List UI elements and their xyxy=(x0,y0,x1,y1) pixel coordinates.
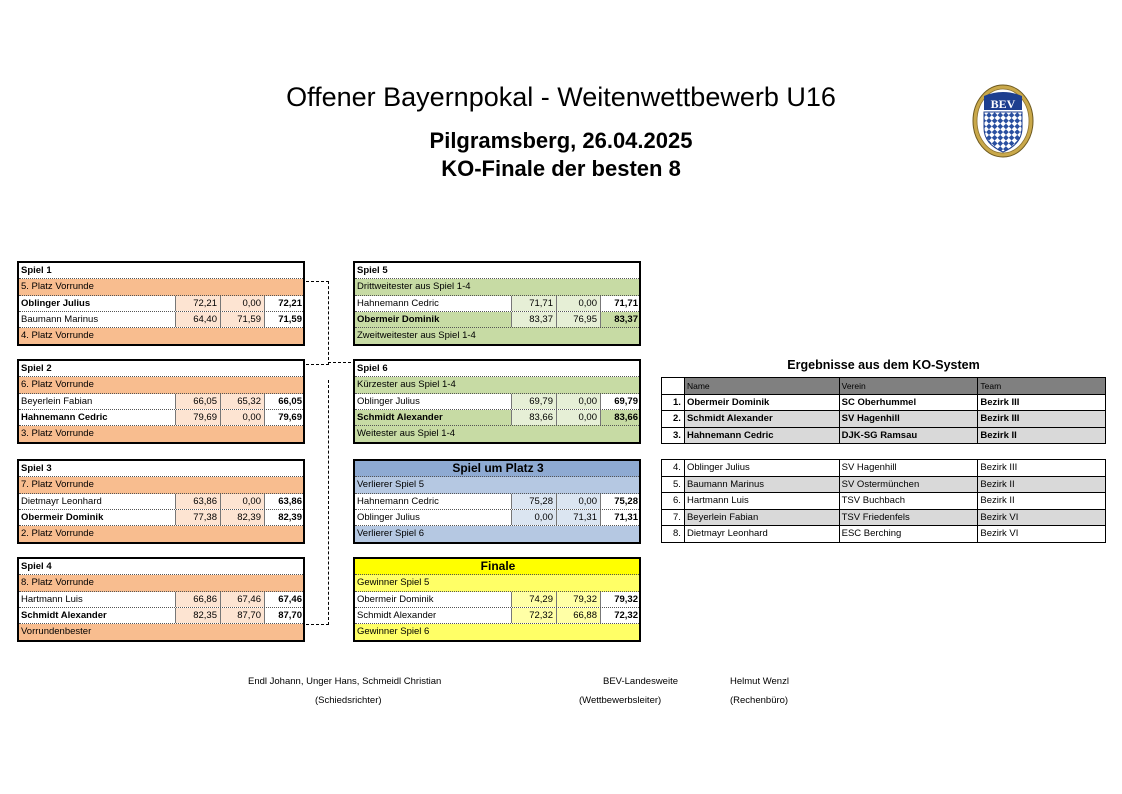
game-title: Spiel 3 xyxy=(19,461,303,477)
slot-label: 2. Platz Vorrunde xyxy=(19,526,303,542)
game-title: Spiel um Platz 3 xyxy=(355,461,639,477)
verein: DJK-SG Ramsau xyxy=(839,427,978,444)
table-row xyxy=(662,394,1106,411)
player-name: Schmidt Alexander xyxy=(357,609,437,621)
referees-names: Endl Johann, Unger Hans, Schmeidl Christian xyxy=(248,676,442,687)
team: Bezirk VI xyxy=(978,509,1106,526)
attempt-1: 83,37 xyxy=(511,312,556,327)
game-platz-3 xyxy=(353,459,641,544)
attempt-2: 65,32 xyxy=(220,394,264,409)
game-title: Spiel 6 xyxy=(355,361,639,377)
team: Bezirk II xyxy=(978,493,1106,510)
player-name: Hahnemann Cedric xyxy=(357,495,439,507)
verein: TSV Buchbach xyxy=(839,493,978,510)
team: Bezirk III xyxy=(978,411,1106,428)
col-name: Name xyxy=(684,378,839,395)
player-name: Obermeir Dominik xyxy=(357,593,434,605)
rank: 1. xyxy=(662,394,685,411)
attempt-1: 66,86 xyxy=(175,592,220,607)
player-name: Obermeir Dominik xyxy=(357,313,440,325)
table-row xyxy=(662,509,1106,526)
verein: ESC Berching xyxy=(839,526,978,543)
player-name: Hartmann Luis xyxy=(21,593,83,605)
player-name: Oblinger Julius xyxy=(357,395,420,407)
col-verein: Verein xyxy=(839,378,978,395)
player-name: Hahnemann Cedric xyxy=(21,411,108,423)
player-name: Hahnemann Cedric xyxy=(357,297,439,309)
best-result: 72,32 xyxy=(600,608,641,623)
slot-label: Gewinner Spiel 6 xyxy=(355,624,639,640)
verein: SV Hagenhill xyxy=(839,411,978,428)
best-result: 71,71 xyxy=(600,296,641,311)
attempt-1: 79,69 xyxy=(175,410,220,425)
slot-label: Vorrundenbester xyxy=(19,624,303,640)
game-title: Spiel 4 xyxy=(19,559,303,575)
slot-label: Drittweitester aus Spiel 1-4 xyxy=(355,279,639,295)
slot-label: 7. Platz Vorrunde xyxy=(19,477,303,493)
slot-label: Verlierer Spiel 6 xyxy=(355,526,639,542)
player-name: Oblinger Julius xyxy=(21,297,91,309)
results-table-top xyxy=(661,377,1106,444)
place-date: Pilgramsberg, 26.04.2025 xyxy=(429,128,693,153)
team: Bezirk VI xyxy=(978,526,1106,543)
game-spiel-4 xyxy=(17,557,305,642)
player-row xyxy=(19,608,303,624)
player-row xyxy=(19,510,303,526)
player-row xyxy=(355,608,639,624)
player-row xyxy=(355,410,639,426)
slot-label: Kürzester aus Spiel 1-4 xyxy=(355,377,639,393)
attempt-2: 66,88 xyxy=(556,608,600,623)
table-row xyxy=(662,427,1106,444)
rank: 7. xyxy=(662,509,685,526)
player-row xyxy=(19,394,303,410)
attempt-1: 0,00 xyxy=(511,510,556,525)
bracket-connector xyxy=(306,380,329,625)
table-row xyxy=(662,526,1106,543)
verein: TSV Friedenfels xyxy=(839,509,978,526)
rank: 6. xyxy=(662,493,685,510)
attempt-1: 72,21 xyxy=(175,296,220,311)
table-row xyxy=(662,493,1106,510)
best-result: 79,69 xyxy=(264,410,305,425)
slot-label: Zweitweitester aus Spiel 1-4 xyxy=(355,328,639,344)
bev-logo xyxy=(972,84,1034,158)
leader-role: (Wettbewerbsleiter) xyxy=(579,695,662,706)
verein: SV Ostermünchen xyxy=(839,476,978,493)
player-row xyxy=(355,494,639,510)
player-name: Schmidt Alexander xyxy=(357,411,443,423)
attempt-1: 63,86 xyxy=(175,494,220,509)
bracket-connector xyxy=(328,362,351,363)
player-row xyxy=(19,296,303,312)
best-result: 66,05 xyxy=(264,394,305,409)
logo-lettering: BEV xyxy=(990,97,1016,111)
game-spiel-2 xyxy=(17,359,305,444)
best-result: 87,70 xyxy=(264,608,305,623)
player-name: Dietmayr Leonhard xyxy=(21,495,102,507)
table-row xyxy=(662,476,1106,493)
player-row xyxy=(355,296,639,312)
attempt-2: 79,32 xyxy=(556,592,600,607)
game-finale xyxy=(353,557,641,642)
best-result: 71,59 xyxy=(264,312,305,327)
game-title: Finale xyxy=(355,559,639,575)
name: Dietmayr Leonhard xyxy=(684,526,839,543)
attempt-2: 0,00 xyxy=(556,296,600,311)
game-title: Spiel 1 xyxy=(19,263,303,279)
attempt-2: 0,00 xyxy=(556,394,600,409)
results-table-bottom xyxy=(661,459,1106,543)
name: Baumann Marinus xyxy=(684,476,839,493)
game-title: Spiel 2 xyxy=(19,361,303,377)
player-name: Baumann Marinus xyxy=(21,313,99,325)
attempt-1: 64,40 xyxy=(175,312,220,327)
player-row xyxy=(355,394,639,410)
team: Bezirk III xyxy=(978,394,1106,411)
slot-label: Weitester aus Spiel 1-4 xyxy=(355,426,639,442)
table-row xyxy=(662,460,1106,477)
name: Hahnemann Cedric xyxy=(684,427,839,444)
attempt-2: 82,39 xyxy=(220,510,264,525)
best-result: 83,66 xyxy=(600,410,641,425)
attempt-1: 69,79 xyxy=(511,394,556,409)
player-row xyxy=(355,592,639,608)
attempt-1: 82,35 xyxy=(175,608,220,623)
game-spiel-5 xyxy=(353,261,641,346)
attempt-2: 76,95 xyxy=(556,312,600,327)
best-result: 63,86 xyxy=(264,494,305,509)
team: Bezirk II xyxy=(978,476,1106,493)
attempt-2: 71,59 xyxy=(220,312,264,327)
player-row xyxy=(19,410,303,426)
name: Beyerlein Fabian xyxy=(684,509,839,526)
page-title: Offener Bayernpokal - Weitenwettbewerb U16 xyxy=(286,82,836,112)
player-row xyxy=(19,494,303,510)
slot-label: 8. Platz Vorrunde xyxy=(19,575,303,591)
verein: SV Hagenhill xyxy=(839,460,978,477)
attempt-2: 0,00 xyxy=(220,296,264,311)
table-row xyxy=(662,411,1106,428)
player-name: Oblinger Julius xyxy=(357,511,420,523)
attempt-1: 71,71 xyxy=(511,296,556,311)
rank: 8. xyxy=(662,526,685,543)
attempt-2: 0,00 xyxy=(556,494,600,509)
rank: 3. xyxy=(662,427,685,444)
best-result: 71,31 xyxy=(600,510,641,525)
leader-name: BEV-Landesweite xyxy=(603,676,678,687)
player-name: Obermeir Dominik xyxy=(21,511,104,523)
attempt-2: 67,46 xyxy=(220,592,264,607)
rank: 4. xyxy=(662,460,685,477)
attempt-1: 83,66 xyxy=(511,410,556,425)
player-name: Schmidt Alexander xyxy=(21,609,107,621)
bracket-connector xyxy=(306,281,329,365)
referees-role: (Schiedsrichter) xyxy=(315,695,382,706)
slot-label: Gewinner Spiel 5 xyxy=(355,575,639,591)
office-role: (Rechenbüro) xyxy=(730,695,789,706)
table-header-row xyxy=(662,378,1106,395)
player-row xyxy=(19,592,303,608)
team: Bezirk II xyxy=(978,427,1106,444)
player-row xyxy=(355,510,639,526)
slot-label: 5. Platz Vorrunde xyxy=(19,279,303,295)
attempt-2: 71,31 xyxy=(556,510,600,525)
game-spiel-3 xyxy=(17,459,305,544)
slot-label: 6. Platz Vorrunde xyxy=(19,377,303,393)
name: Obermeir Dominik xyxy=(684,394,839,411)
attempt-1: 74,29 xyxy=(511,592,556,607)
col-team: Team xyxy=(978,378,1106,395)
name: Oblinger Julius xyxy=(684,460,839,477)
attempt-1: 75,28 xyxy=(511,494,556,509)
name: Hartmann Luis xyxy=(684,493,839,510)
results-title: Ergebnisse aus dem KO-System xyxy=(787,358,980,372)
game-title: Spiel 5 xyxy=(355,263,639,279)
rank: 2. xyxy=(662,411,685,428)
slot-label: Verlierer Spiel 5 xyxy=(355,477,639,493)
attempt-2: 0,00 xyxy=(556,410,600,425)
slot-label: 3. Platz Vorrunde xyxy=(19,426,303,442)
best-result: 83,37 xyxy=(600,312,641,327)
best-result: 69,79 xyxy=(600,394,641,409)
game-spiel-1 xyxy=(17,261,305,346)
best-result: 82,39 xyxy=(264,510,305,525)
best-result: 72,21 xyxy=(264,296,305,311)
team: Bezirk III xyxy=(978,460,1106,477)
player-name: Beyerlein Fabian xyxy=(21,395,93,407)
attempt-2: 0,00 xyxy=(220,494,264,509)
player-row xyxy=(19,312,303,328)
verein: SC Oberhummel xyxy=(839,394,978,411)
slot-label: 4. Platz Vorrunde xyxy=(19,328,303,344)
best-result: 75,28 xyxy=(600,494,641,509)
name: Schmidt Alexander xyxy=(684,411,839,428)
player-row xyxy=(355,312,639,328)
rank: 5. xyxy=(662,476,685,493)
attempt-2: 87,70 xyxy=(220,608,264,623)
office-name: Helmut Wenzl xyxy=(730,676,789,687)
best-result: 67,46 xyxy=(264,592,305,607)
page-subtitle: KO-Finale der besten 8 xyxy=(441,156,681,181)
attempt-1: 77,38 xyxy=(175,510,220,525)
attempt-1: 72,32 xyxy=(511,608,556,623)
game-spiel-6 xyxy=(353,359,641,444)
best-result: 79,32 xyxy=(600,592,641,607)
attempt-2: 0,00 xyxy=(220,410,264,425)
attempt-1: 66,05 xyxy=(175,394,220,409)
